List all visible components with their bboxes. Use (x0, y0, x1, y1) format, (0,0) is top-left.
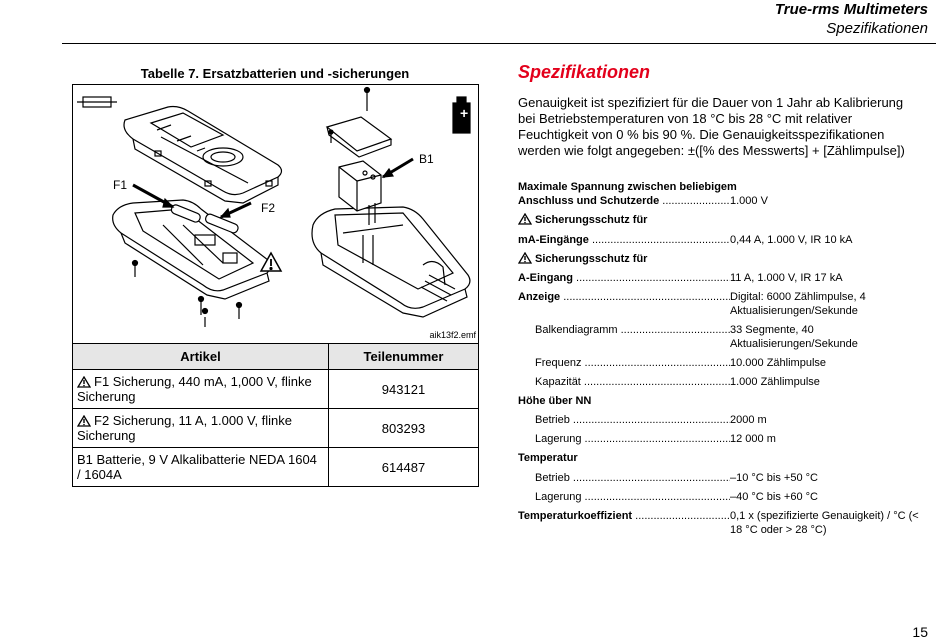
col-part-number: Teilenummer (329, 344, 479, 370)
part-number-cell: 803293 (329, 409, 479, 448)
altitude-heading: Höhe über NN (518, 395, 592, 407)
warning-icon (518, 252, 532, 264)
spec-value: –40 °C bis +60 °C (730, 491, 818, 503)
table-row (73, 370, 479, 409)
warning-icon (518, 213, 532, 225)
page-number: 15 (912, 624, 928, 640)
article-cell (73, 448, 329, 487)
part-number-cell: 614487 (329, 448, 479, 487)
label-f2: F2 (261, 201, 276, 215)
battery-plus-label: + (460, 105, 469, 121)
spec-value: –10 °C bis +50 °C (730, 472, 818, 484)
table-header-row (73, 344, 479, 370)
spec-value: 10.000 Zählimpulse (730, 357, 827, 369)
article-text: B1 Batterie, 9 V Alkalibatterie NEDA 1604 / 1604A (77, 452, 317, 482)
spec-value: 11 A, 1.000 V, IR 17 kA (730, 272, 843, 284)
spec-label: Anschluss und Schutzerde ..... (518, 194, 730, 208)
temperature-heading: Temperatur (518, 452, 578, 464)
spec-label: Kapazität ..... (518, 375, 730, 389)
header-rule (62, 43, 936, 44)
spec-value: 0,44 A, 1.000 V, IR 10 kA (730, 234, 853, 246)
spec-label: Temperaturkoeffizient ..... (518, 509, 730, 523)
spec-value: Digital: 6000 Zählimpulse, 4 Aktualisierungen/Sekunde (730, 291, 866, 317)
part-number-cell: 943121 (329, 370, 479, 409)
multimeter-illustration (73, 85, 480, 345)
article-text: F2 Sicherung, 11 A, 1.000 V, flinke Sicherung (77, 413, 293, 443)
fuse-a-heading-text: Sicherungsschutz für (535, 253, 648, 265)
warning-icon (77, 376, 91, 388)
spec-label: Betrieb ..... (518, 413, 730, 427)
figure-reference: aik13f2.emf (429, 330, 476, 340)
warning-icon (77, 415, 91, 427)
label-f1: F1 (113, 178, 128, 192)
parts-table (72, 343, 479, 487)
fuse-ma-heading-text: Sicherungsschutz für (535, 214, 648, 226)
spec-label: mA-Eingänge ..... (518, 233, 730, 247)
table-caption: Tabelle 7. Ersatzbatterien und -sicherungen (140, 66, 410, 81)
meter-closed-icon (124, 107, 282, 204)
spec-label: A-Eingang ..... (518, 271, 730, 285)
spec-label: Lagerung ..... (518, 490, 730, 504)
battery-fuse-figure (72, 84, 479, 344)
spec-label: Frequenz ..... (518, 356, 730, 370)
spec-label: Anzeige ..... (518, 290, 730, 304)
label-b1: B1 (419, 152, 434, 166)
article-cell (73, 370, 329, 409)
col-article: Artikel (73, 344, 329, 370)
spec-label: Lagerung ..... (518, 432, 730, 446)
spec-value: 12 000 m (730, 433, 776, 445)
running-header-title: True-rms Multimeters (774, 1, 928, 18)
spec-value: 1.000 V (730, 195, 768, 207)
table-row (73, 409, 479, 448)
article-cell (73, 409, 329, 448)
running-header-subtitle: Spezifikationen (826, 20, 928, 37)
spec-value: 1.000 Zählimpulse (730, 376, 820, 388)
article-text: F1 Sicherung, 440 mA, 1,000 V, flinke Sicherung (77, 374, 312, 404)
spec-label: Betrieb ..... (518, 471, 730, 485)
fuse-ma-heading (518, 213, 647, 227)
battery-cover-icon (327, 87, 391, 157)
fuse-a-heading (518, 252, 647, 266)
meter-back-icon (312, 207, 470, 317)
section-title: Spezifikationen (518, 62, 651, 82)
meter-open-icon (113, 200, 271, 327)
spec-label: Balkendiagramm ..... (518, 323, 730, 337)
spec-value: 0,1 x (spezifizierte Genauigkeit) / °C (< 18 °C oder > 28 °C) (730, 510, 919, 536)
table-row (73, 448, 479, 487)
intro-paragraph: Genauigkeit ist spezifiziert für die Dauer von 1 Jahr ab Kalibrierung bei Betriebstemperaturen von 18 °C bis 28 °C mit relativer Feuchtigkeit von 0 % bis 90 %. Die Genauigkeitsspezifikationen werden wie folgt angegeben: ±([% des Messwerts] + [Zählimpulse]) (518, 95, 905, 158)
fuse-symbol-icon (77, 97, 117, 107)
spec-value: 2000 m (730, 414, 767, 426)
spec-value: 33 Segmente, 40 Aktualisierungen/Sekunde (730, 324, 858, 350)
max-voltage-label: Maximale Spannung zwischen beliebigem (518, 181, 737, 193)
